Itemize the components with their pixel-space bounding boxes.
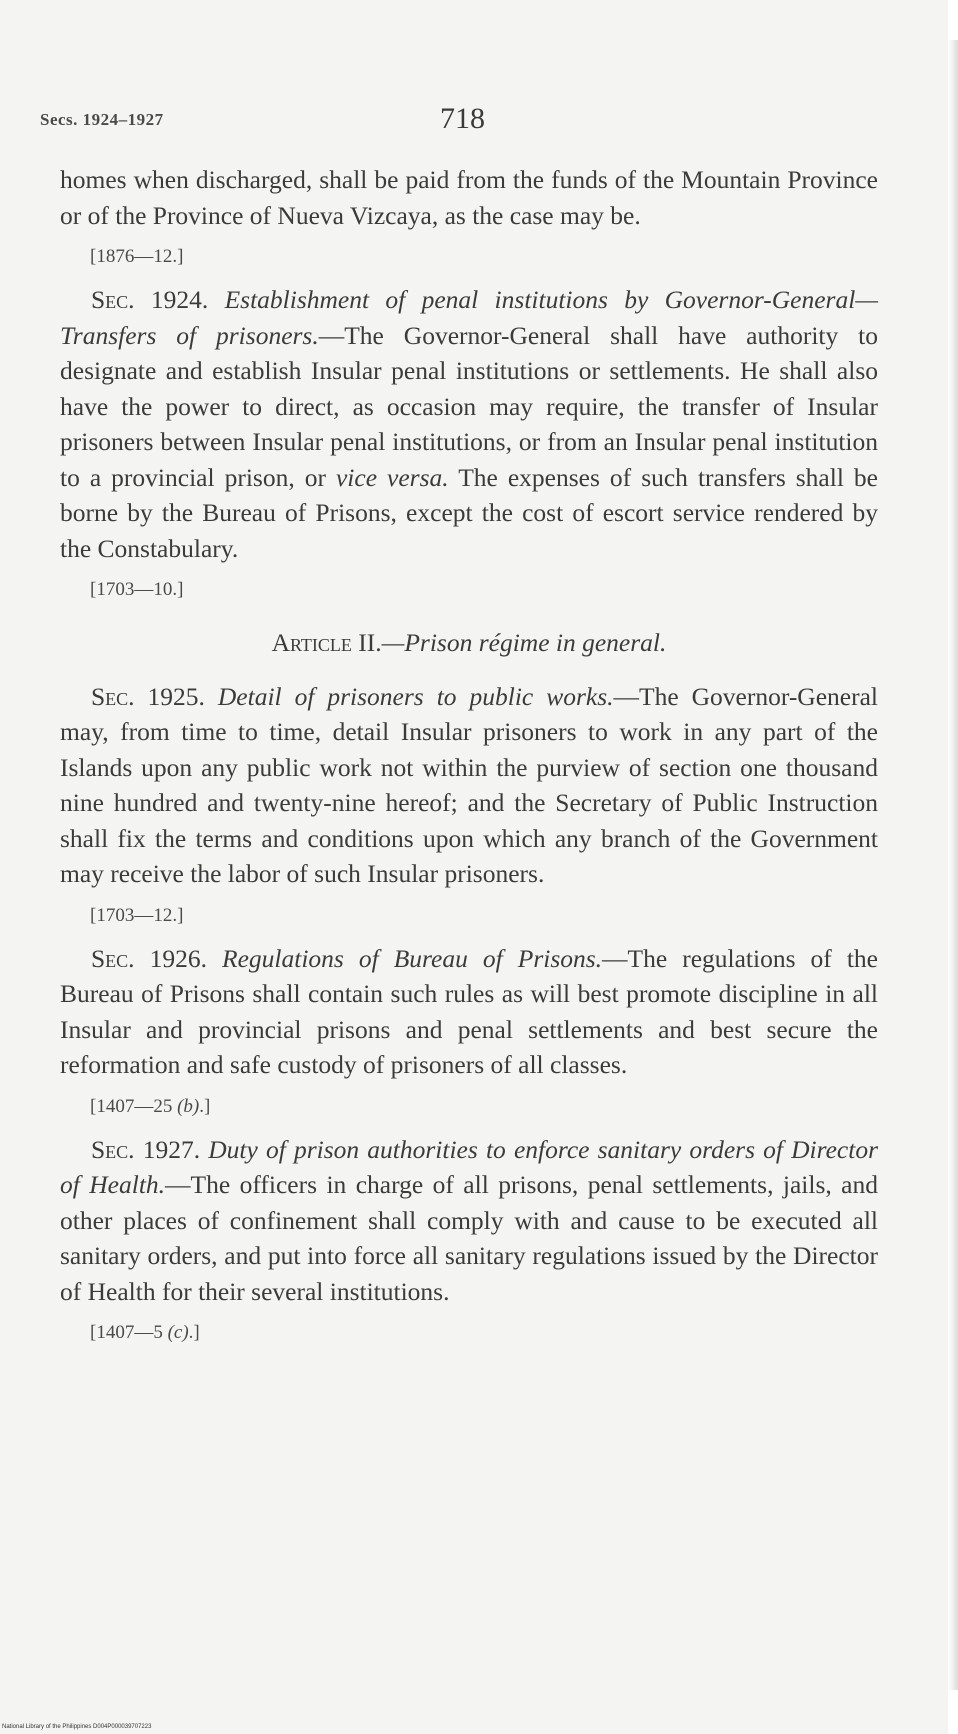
section-1926 <box>60 941 878 1083</box>
article-title: —Prison régime in general. <box>381 628 667 657</box>
page-header <box>40 102 900 142</box>
article-heading <box>60 625 878 661</box>
page-body <box>60 162 878 1358</box>
section-1927 <box>60 1132 878 1310</box>
section-title: Establishment of penal institutions by Governor-General—Transfers of prisoners. <box>60 285 878 350</box>
article-label: Article II. <box>271 628 382 657</box>
reference-text: .] <box>188 1322 200 1343</box>
section-1924 <box>60 282 878 566</box>
section-title: Regulations of Bureau of Prisons. <box>222 943 603 973</box>
section-label: Sec. 1924. <box>91 285 209 314</box>
reference-text: [1407—25 <box>90 1095 178 1117</box>
reference-subsection: (c) <box>167 1322 189 1343</box>
section-label: Sec. 1925. <box>91 681 205 711</box>
scan-edge-shadow <box>948 40 958 1690</box>
reference-text: .] <box>199 1095 211 1117</box>
source-footer: National Library of the Philippines D004P000039707223 <box>2 1724 152 1730</box>
section-text: —The officers in charge of all prisons, penal settlements, jails, and other places of confinement shall comply with and cause to be executed all sanitary orders, and put into force all sanitary regulations issued by the Director of Health for their several institutions. <box>60 1170 878 1306</box>
section-text-italic: vice versa. <box>335 462 449 492</box>
section-text: —The regulations of the Bureau of Prisons shall contain such rules as will best promote discipline in all Insular and provincial prisons and penal settlements and best secure the reformation and safe custody of prisoners of all classes. <box>60 943 878 1079</box>
page-number: 718 <box>440 102 485 135</box>
paragraph-continuation: homes when discharged, shall be paid from the funds of the Mountain Province or of the Province of Nueva Vizcaya, as the case may be. <box>60 165 878 230</box>
section-range: Secs. 1924–1927 <box>40 110 164 129</box>
reference-1876: [1876—12.] <box>90 246 184 267</box>
section-label: Sec. 1927. <box>91 1134 201 1164</box>
reference-1407-5 <box>90 1315 878 1350</box>
section-label: Sec. 1926. <box>91 943 207 973</box>
reference-1703-12: [1703—12.] <box>90 904 184 926</box>
section-text: The expenses of such transfers shall be borne by the Bureau of Prisons, except the cost of escort service rendered by the Constabulary. <box>60 462 878 563</box>
section-text: —The Governor-General may, from time to time, detail Insular prisoners to work in any part of the Islands upon any public work not within the purview of section one thousand nine hundred and twenty-nine hereof; and the Secretary of Public Instruction shall fix the terms and conditions upon which any branch of the Government may receive the labor of such Insular prisoners. <box>60 681 879 888</box>
reference-1703-10: [1703—10.] <box>90 579 184 600</box>
section-title: Detail of prisoners to public works. <box>217 681 614 711</box>
reference-1407-25 <box>90 1089 878 1124</box>
section-text: —The Governor-General shall have authority to designate and establish Insular penal institutions or settlements. He shall also have the power to direct, as occasion may require, the transfer of Insular prisoners between Insular penal institutions, or from an Insular penal institution to a provincial prison, or <box>60 320 878 492</box>
reference-subsection: (b) <box>177 1095 200 1117</box>
section-1925 <box>60 679 878 892</box>
section-title: Duty of prison authorities to enforce sanitary orders of Director of Health. <box>60 1134 879 1199</box>
reference-text: [1407—5 <box>90 1322 168 1343</box>
